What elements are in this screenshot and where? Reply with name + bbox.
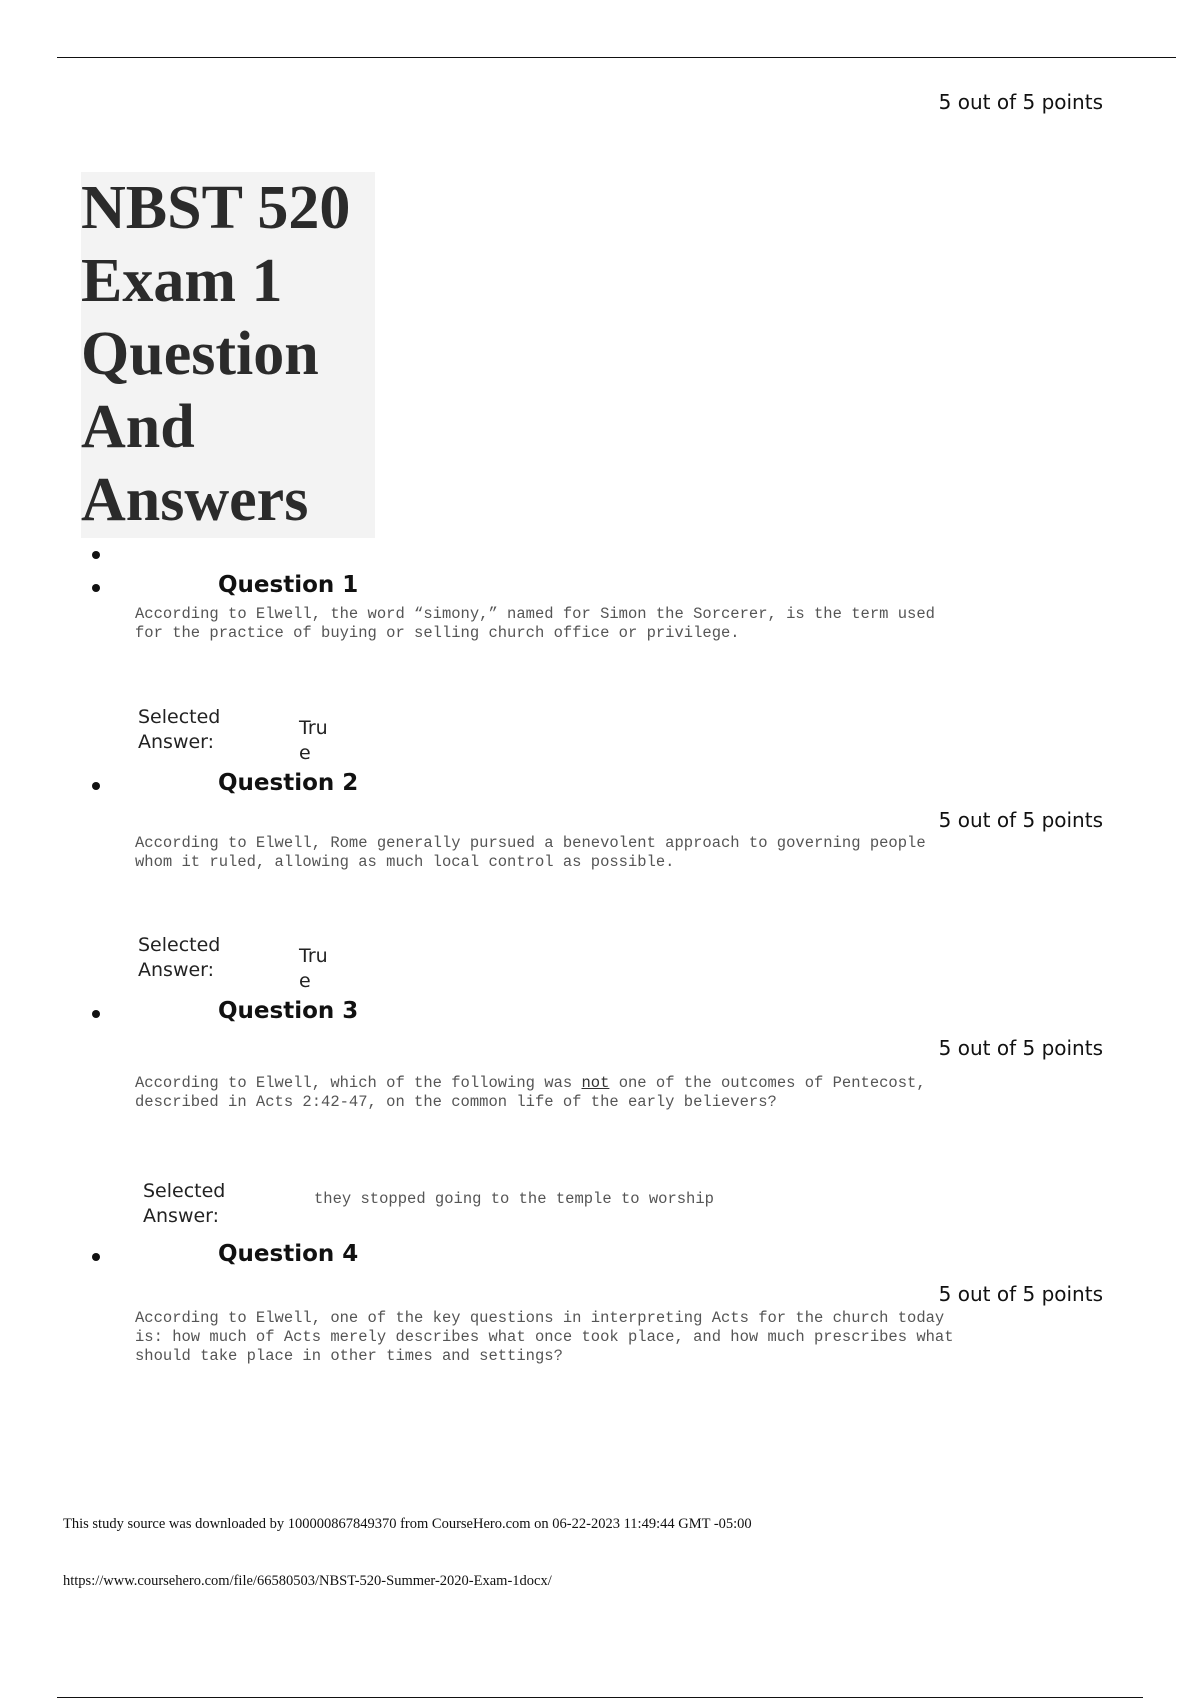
bullet-question-4 — [92, 1253, 100, 1261]
question-4-heading: Question 4 — [218, 1241, 359, 1267]
question-3-selected-answer: they stopped going to the temple to worship — [314, 1190, 714, 1208]
question-3-emphasis: not — [581, 1074, 610, 1092]
bullet-question-1 — [92, 584, 100, 592]
question-1-text: According to Elwell, the word “simony,” named for Simon the Sorcerer, is the term used for the practice of buying or selling church office or privilege. — [135, 605, 935, 642]
title-line-2: Exam 1 — [81, 247, 283, 315]
question-1-heading: Question 1 — [218, 572, 359, 598]
title-line-1: NBST 520 — [81, 174, 351, 242]
title-line-5: Answers — [81, 466, 309, 534]
question-2-points: 5 out of 5 points — [938, 808, 1103, 832]
question-1-selected-answer: Tru e — [299, 717, 328, 764]
top-divider — [57, 57, 1176, 58]
question-3-heading: Question 3 — [218, 998, 359, 1024]
points-score-top: 5 out of 5 points — [938, 90, 1103, 114]
title-line-4: And — [81, 393, 195, 461]
source-url: https://www.coursehero.com/file/66580503/NBST-520-Summer-2020-Exam-1docx/ — [63, 1573, 552, 1589]
question-2-selected-label: Selected Answer: — [138, 934, 221, 981]
question-4-points: 5 out of 5 points — [938, 1282, 1103, 1306]
title-line-3: Question — [81, 320, 319, 388]
bottom-divider — [57, 1697, 1143, 1698]
question-3-points: 5 out of 5 points — [938, 1036, 1103, 1060]
bullet-question-3 — [92, 1010, 100, 1018]
bullet-empty — [92, 551, 100, 559]
question-2-heading: Question 2 — [218, 770, 359, 796]
bullet-question-2 — [92, 782, 100, 790]
question-2-text: According to Elwell, Rome generally pursued a benevolent approach to governing people whom it ruled, allowing as much local control as possible. — [135, 834, 926, 871]
question-4-text: According to Elwell, one of the key questions in interpreting Acts for the church today is: how much of Acts merely describes what once took place, and how much prescribes what should take place in other times and settings? — [135, 1309, 954, 1365]
question-3-text: According to Elwell, which of the following was not one of the outcomes of Pentecost, described in Acts 2:42-47, on the common life of the early believers? — [135, 1074, 926, 1111]
question-2-selected-answer: Tru e — [299, 945, 328, 992]
question-3-selected-label: Selected Answer: — [143, 1180, 226, 1227]
download-note: This study source was downloaded by 100000867849370 from CourseHero.com on 06-22-2023 11:49:44 GMT -05:00 — [63, 1516, 752, 1532]
question-1-selected-label: Selected Answer: — [138, 706, 221, 753]
page-title — [81, 172, 381, 537]
